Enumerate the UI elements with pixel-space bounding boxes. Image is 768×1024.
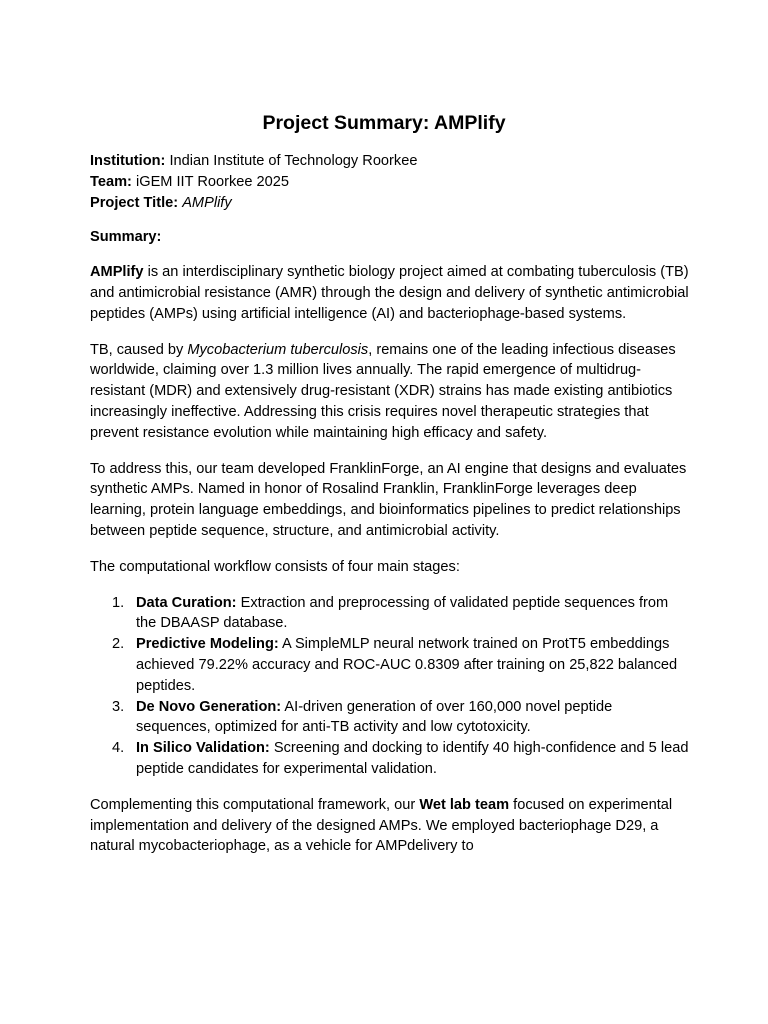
list-item xyxy=(90,738,690,780)
list-item xyxy=(90,634,690,696)
institution-label: Institution: xyxy=(90,153,166,169)
paragraph-franklinforge: To address this, our team developed FranklinForge, an AI engine that designs and evaluates synthetic AMPs. Named in honor of Rosalind Franklin, FranklinForge leverages deep learning, protein language embeddings, and bioinformatics pipelines to predict relationships between peptide sequence, structure, and antimicrobial activity. xyxy=(90,460,687,539)
project-title-value: AMPlify xyxy=(182,194,232,211)
list-item-number: 3. xyxy=(112,698,125,715)
list-item-number: 4. xyxy=(112,740,125,757)
team-label: Team: xyxy=(90,173,132,190)
stages-list xyxy=(90,593,690,780)
paragraph-wetlab-before: Complementing this computational framework, our xyxy=(90,796,420,813)
list-item-text: AI-driven generation of over 160,000 novel peptide sequences, optimized for anti-TB activity and low cytotoxicity. xyxy=(136,698,613,736)
paragraph-intro-bold: AMPlify xyxy=(90,264,144,281)
project-title-line xyxy=(90,193,690,214)
list-item-label: Predictive Modeling: xyxy=(136,636,279,653)
list-item xyxy=(90,593,690,635)
document-title: Project Summary: AMPlify xyxy=(262,112,506,134)
list-item-label: Data Curation: xyxy=(136,594,237,611)
summary-heading-text: Summary: xyxy=(90,229,162,246)
document-body xyxy=(90,151,690,857)
list-item-label: In Silico Validation: xyxy=(136,740,270,757)
list-item-text: Screening and docking to identify 40 high-confidence and 5 lead peptide candidates for experimental validation. xyxy=(136,740,689,777)
paragraph-intro-text: is an interdisciplinary synthetic biology project aimed at combating tuberculosis (TB) and antimicrobial resistance (AMR) through the design and delivery of synthetic antimicrobial peptides (AMPs) using artificial intelligence (AI) and bacteriophage-based systems. xyxy=(90,264,689,322)
list-item xyxy=(90,697,690,739)
list-item-text: A SimpleMLP neural network trained on ProtT5 embeddings achieved 79.22% accuracy and ROC-AUC 0.8309 after training on 25,822 balanced peptides. xyxy=(136,636,678,694)
team-line xyxy=(90,172,690,193)
paragraph-workflow: The computational workflow consists of four main stages: xyxy=(90,558,460,575)
summary-heading xyxy=(90,227,690,248)
list-item-number: 2. xyxy=(112,636,125,653)
list-item-number: 1. xyxy=(112,594,125,611)
team-value: iGEM IIT Roorkee 2025 xyxy=(135,173,290,190)
paragraph-wetlab xyxy=(90,795,690,857)
paragraph-tb-after: , remains one of the leading infectious diseases worldwide, claiming over 1.3 million lives annually. The rapid emergence of multidrug-resistant (MDR) and extensively drug-resistant (XDR) strains has made existing antibiotics increasingly ineffective. Addressing this crisis requires novel therapeutic strategies that prevent resistance evolution while maintaining high efficacy and safety. xyxy=(90,341,676,441)
paragraph-tb-species: Mycobacterium tuberculosis xyxy=(187,341,369,358)
list-item-text: Extraction and preprocessing of validated peptide sequences from the DBAASP database. xyxy=(136,594,669,632)
project-title-label: Project Title: xyxy=(90,194,179,211)
institution-value: Indian Institute of Technology Roorkee xyxy=(169,153,418,169)
institution-line xyxy=(90,151,690,172)
paragraph-wetlab-after: focused on experimental implementation and delivery of the designed AMPs. We employed bacteriophage D29, a natural mycobacteriophage, as a vehicle for AMPdelivery to xyxy=(90,796,673,855)
paragraph-tb xyxy=(90,340,690,444)
paragraph-tb-before: TB, caused by xyxy=(90,341,188,358)
list-item-label: De Novo Generation: xyxy=(136,698,282,715)
paragraph-wetlab-bold: Wet lab team xyxy=(419,796,510,813)
paragraph-intro xyxy=(90,262,690,324)
